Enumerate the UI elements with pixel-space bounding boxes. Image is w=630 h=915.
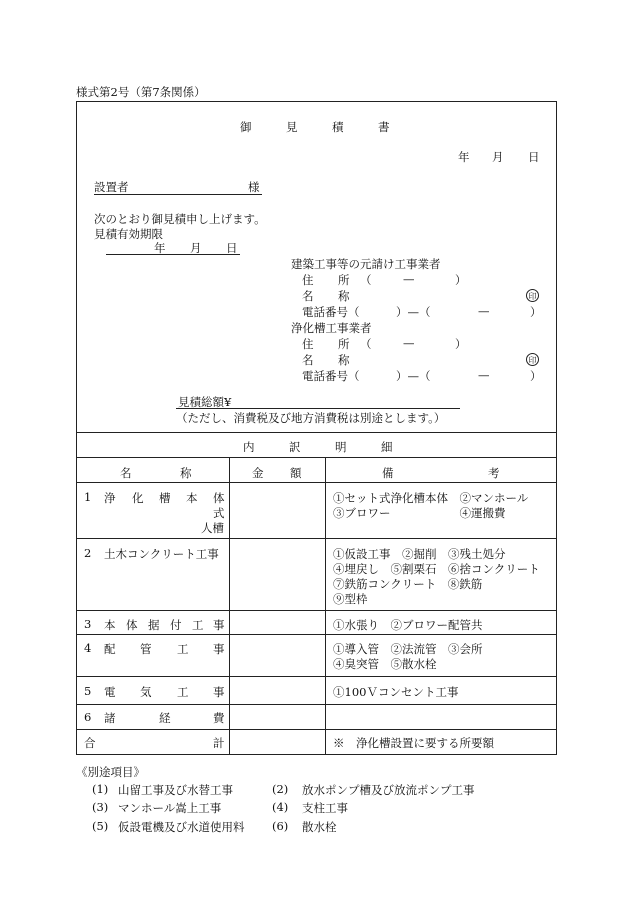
separate-item-5-text: 仮設電機及び水道使用料 bbox=[118, 820, 245, 834]
row-rule-2 bbox=[76, 610, 557, 611]
contractor-2-heading: 浄化槽工事業者 bbox=[291, 321, 372, 335]
separate-item-1-num: (1) bbox=[92, 782, 109, 796]
row-5-name-char-2: 気 bbox=[140, 685, 152, 699]
validity-year: 年 bbox=[154, 241, 166, 255]
row-1-remark-2: ③ブロワー ④運搬費 bbox=[333, 506, 506, 520]
separate-item-6-num: (6) bbox=[272, 819, 289, 833]
row-6-num: 6 bbox=[84, 710, 92, 724]
validity-day: 日 bbox=[226, 241, 238, 255]
row-3-num: 3 bbox=[84, 617, 92, 631]
contractor-2-address-open: （ bbox=[360, 337, 372, 351]
row-4-name-char-2: 管 bbox=[140, 642, 152, 656]
breakdown-char-1: 内 bbox=[243, 440, 255, 454]
separate-item-6-text: 散水栓 bbox=[302, 820, 337, 834]
total-row-char-2: 計 bbox=[213, 736, 225, 750]
row-4-remark-2: ④臭突管 ⑤散水栓 bbox=[333, 657, 437, 671]
row-1-name-char-2: 化 bbox=[132, 491, 144, 505]
row-6-name-char-2: 経 bbox=[159, 711, 171, 725]
separate-item-3-num: (3) bbox=[92, 800, 109, 814]
row-2-remark-2: ④埋戻し ⑤割栗石 ⑥捨コンクリート bbox=[333, 562, 540, 576]
separate-item-3-text: マンホール嵩上工事 bbox=[118, 801, 222, 815]
row-1-name-sub-1: 式 bbox=[213, 506, 225, 520]
row-1-name-sub-2: 人槽 bbox=[201, 521, 224, 535]
installer-label: 設置者 bbox=[94, 180, 129, 194]
validity-month: 月 bbox=[190, 241, 202, 255]
contractor-1-name-char-1: 名 bbox=[302, 289, 314, 303]
installer-underline bbox=[94, 194, 262, 195]
row-rule-3 bbox=[76, 634, 557, 635]
row-6-name-char-3: 費 bbox=[213, 711, 225, 725]
title-char-3: 積 bbox=[332, 120, 344, 134]
row-rule-header bbox=[76, 482, 557, 483]
row-2-remark-1: ①仮設工事 ②掘削 ③残土処分 bbox=[333, 547, 506, 561]
col-divider-2 bbox=[325, 457, 326, 755]
header-amount-char-2: 額 bbox=[290, 466, 302, 480]
row-1-name-char-5: 体 bbox=[213, 491, 225, 505]
contractor-2-seal-icon: 印 bbox=[526, 353, 539, 366]
row-1-name-char-3: 槽 bbox=[159, 491, 171, 505]
total-label: 見積総額¥ bbox=[178, 395, 232, 409]
contractor-1-phone-close: ） bbox=[530, 305, 542, 319]
row-1-name-char-4: 本 bbox=[186, 491, 198, 505]
row-2-remark-4: ⑨型枠 bbox=[333, 592, 368, 606]
breakdown-char-3: 明 bbox=[335, 440, 347, 454]
row-3-name-char-5: 工 bbox=[192, 618, 204, 632]
intro-text: 次のとおり御見積申し上げます。 bbox=[94, 212, 266, 226]
row-rule-5 bbox=[76, 704, 557, 705]
contractor-2-name-char-1: 名 bbox=[302, 353, 314, 367]
contractor-1-address-char-1: 住 bbox=[302, 273, 314, 287]
breakdown-char-4: 細 bbox=[381, 440, 393, 454]
contractor-2-address-dash: — bbox=[403, 336, 415, 350]
row-3-name-char-6: 事 bbox=[213, 618, 225, 632]
row-3-remark-1: ①水張り ②ブロワー配管共 bbox=[333, 618, 483, 632]
header-name-char-2: 称 bbox=[180, 466, 192, 480]
validity-label: 見積有効期限 bbox=[94, 227, 163, 241]
contractor-1-heading: 建築工事等の元請け工事業者 bbox=[291, 257, 441, 271]
header-remarks-char-2: 考 bbox=[488, 466, 500, 480]
row-6-name-char-1: 諸 bbox=[104, 711, 116, 725]
contractor-2-phone-dash: — bbox=[478, 368, 490, 382]
separate-item-4-text: 支柱工事 bbox=[302, 801, 348, 815]
date-year: 年 bbox=[458, 150, 470, 164]
row-3-name-char-1: 本 bbox=[104, 618, 116, 632]
col-divider-1 bbox=[229, 457, 230, 755]
row-rule-6 bbox=[76, 729, 557, 730]
row-rule-4 bbox=[76, 676, 557, 677]
header-remarks-char-1: 備 bbox=[382, 466, 394, 480]
form-label: 様式第2号（第7条関係） bbox=[76, 85, 206, 99]
row-3-name-char-2: 体 bbox=[126, 618, 138, 632]
contractor-1-phone-label: 電話番号（ bbox=[302, 305, 360, 319]
row-2-remark-3: ⑦鉄筋コンクリート ⑧鉄筋 bbox=[333, 577, 483, 591]
contractor-2-phone-label: 電話番号（ bbox=[302, 369, 360, 383]
separate-item-1-text: 山留工事及び水替工事 bbox=[118, 783, 233, 797]
date-day: 日 bbox=[528, 150, 540, 164]
contractor-2-address-char-1: 住 bbox=[302, 337, 314, 351]
installer-suffix: 様 bbox=[248, 180, 260, 194]
row-1-num: 1 bbox=[84, 490, 92, 504]
row-3-name-char-4: 付 bbox=[170, 618, 182, 632]
contractor-1-name-char-2: 称 bbox=[338, 289, 350, 303]
total-note: （ただし、消費税及び地方消費税は別途とします。） bbox=[176, 411, 446, 425]
contractor-1-seal-icon: 印 bbox=[526, 289, 539, 302]
row-4-num: 4 bbox=[84, 641, 92, 655]
contractor-1-address-char-2: 所 bbox=[338, 273, 350, 287]
row-rule-1 bbox=[76, 538, 557, 539]
row-5-name-char-4: 事 bbox=[213, 685, 225, 699]
row-4-name-char-1: 配 bbox=[104, 642, 116, 656]
contractor-2-phone-close: ） bbox=[530, 369, 542, 383]
row-2-name: 土木コンクリート工事 bbox=[104, 547, 219, 561]
row-4-name-char-3: 工 bbox=[177, 642, 189, 656]
row-4-name-char-4: 事 bbox=[213, 642, 225, 656]
title-char-1: 御 bbox=[240, 120, 252, 134]
total-underline bbox=[176, 408, 460, 409]
title-char-4: 書 bbox=[378, 120, 390, 134]
total-row-remark: ※ 浄化槽設置に要する所要額 bbox=[333, 736, 494, 750]
contractor-2-address-char-2: 所 bbox=[338, 337, 350, 351]
contractor-2-name-char-2: 称 bbox=[338, 353, 350, 367]
contractor-1-address-dash: — bbox=[403, 272, 415, 286]
row-4-remark-1: ①導入管 ②法流管 ③会所 bbox=[333, 642, 483, 656]
row-5-num: 5 bbox=[84, 684, 92, 698]
row-1-remark-1: ①セット式浄化槽本体 ②マンホール bbox=[333, 491, 529, 505]
date-month: 月 bbox=[492, 150, 504, 164]
title-char-2: 見 bbox=[286, 120, 298, 134]
separate-item-2-num: (2) bbox=[272, 782, 289, 796]
row-5-name-char-3: 工 bbox=[177, 685, 189, 699]
separate-items-heading: 《別途項目》 bbox=[76, 765, 145, 779]
contractor-1-address-close: ） bbox=[455, 273, 467, 287]
contractor-1-phone-dash: — bbox=[478, 304, 490, 318]
row-5-name-char-1: 電 bbox=[104, 685, 116, 699]
table-top-rule bbox=[76, 457, 557, 458]
header-amount-char-1: 金 bbox=[252, 466, 264, 480]
contractor-1-phone-mid: ）—（ bbox=[396, 305, 431, 319]
row-3-name-char-3: 据 bbox=[148, 618, 160, 632]
separate-item-4-num: (4) bbox=[272, 800, 289, 814]
row-2-num: 2 bbox=[84, 546, 92, 560]
total-row-char-1: 合 bbox=[84, 736, 96, 750]
row-1-name-char-1: 浄 bbox=[104, 491, 116, 505]
breakdown-char-2: 訳 bbox=[289, 440, 301, 454]
row-5-remark-1: ①100Ｖコンセント工事 bbox=[333, 685, 459, 699]
breakdown-top-rule bbox=[76, 432, 557, 433]
contractor-1-address-open: （ bbox=[360, 273, 372, 287]
header-name-char-1: 名 bbox=[120, 466, 132, 480]
separate-item-2-text: 放水ポンプ槽及び放流ポンプ工事 bbox=[302, 783, 475, 797]
separate-item-5-num: (5) bbox=[92, 819, 109, 833]
contractor-2-address-close: ） bbox=[455, 337, 467, 351]
validity-underline bbox=[106, 254, 240, 255]
contractor-2-phone-mid: ）—（ bbox=[396, 369, 431, 383]
